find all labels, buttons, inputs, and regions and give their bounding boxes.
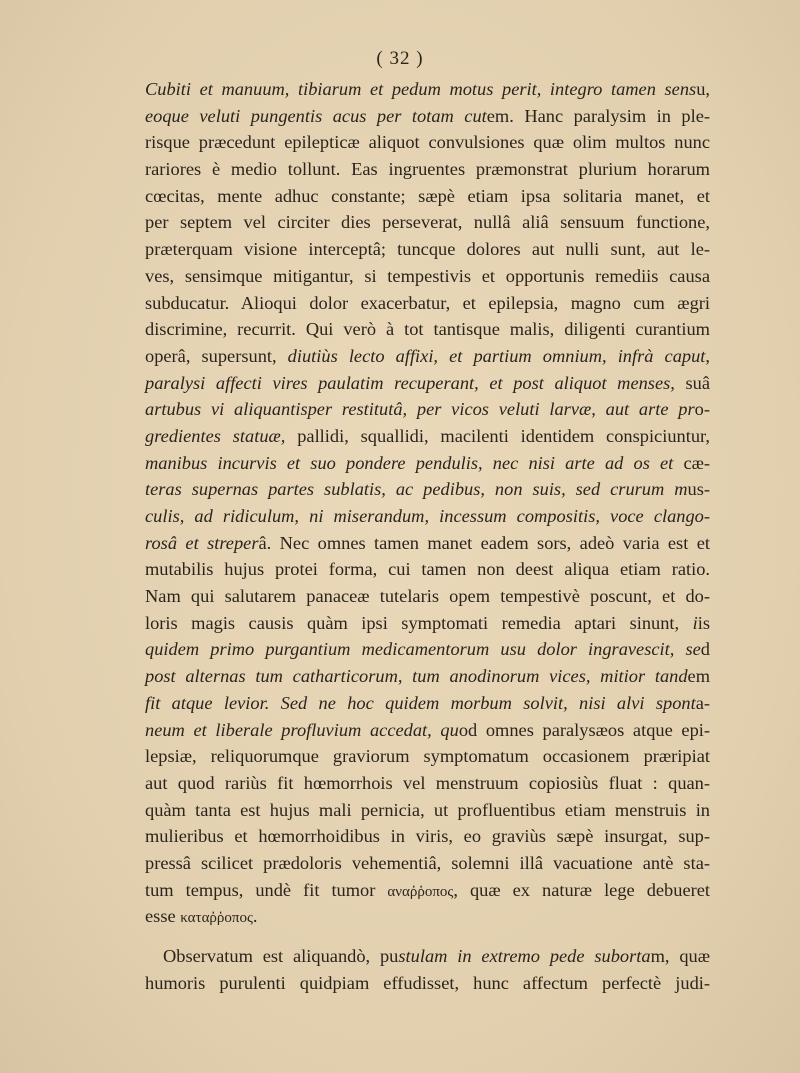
text-line: fit atque levior. Sed ne hoc quidem morbum solvit, nisi alvi sponta- [145,692,710,713]
text-line: quàm tanta est hujus mali pernicia, ut profluentibus etiam menstruis in [145,799,710,820]
text-line: esse καταῤῥοπος. [145,906,258,927]
text-line: Cubiti et manuum, tibiarum et pedum motus perit, integro tamen sensu, [145,79,710,99]
text-line: culis, ad ridiculum, ni miserandum, incessum compositis, voce clango- [145,506,710,526]
text-line: præterquam visione interceptâ; tuncque dolores aut nulli sunt, aut le- [145,239,710,260]
text-line: aut quod rariùs fit hœmorrhois vel menstruum copiosiùs fluat : quan- [145,772,710,793]
text-line: mutabilis hujus protei forma, cui tamen non deest aliqua etiam ratio. [145,559,710,580]
text-line: quidem primo purgantium medicamentorum usu dolor ingravescit, sed [145,639,710,660]
text-line: paralysi affecti vires paulatim recuperant, et post aliquot menses, suâ [145,372,710,393]
text-line: humoris purulenti quidpiam effudisset, hunc affectum perfectè judi- [145,972,710,993]
text-line: teras supernas partes sublatis, ac pedibus, non suis, sed crurum mus- [145,479,710,500]
text-line: cœcitas, mente adhuc constante; sæpè etiam ipsa solitaria manet, et [145,185,710,206]
text-line: neum et liberale profluvium accedat, quod omnes paralysæos atque epi- [145,719,710,740]
text-line: gredientes statuæ, pallidi, squallidi, macilenti identidem conspiciuntur, [145,425,711,446]
page-number: ( 32 ) [376,48,424,69]
text-line: rariores è medio tollunt. Eas ingruentes præmonstrat plurium horarum [145,159,710,180]
text-line: lepsiæ, reliquorumque graviorum symptomatum occasionem præripiat [145,746,710,767]
text-line: post alternas tum catharticorum, tum anodinorum vices, mitior tandem [145,666,710,687]
text-line: manibus incurvis et suo pondere pendulis, nec nisi arte ad os et cæ- [145,452,710,473]
text-line: pressâ scilicet prædoloris vehementiâ, solemni illâ vacuatione antè sta- [145,852,710,873]
text-line: subducatur. Alioqui dolor exacerbatur, et epilepsia, magno cum ægri [145,292,710,313]
text-line: Observatum est aliquandò, pustulam in extremo pede subortam, quæ [163,946,710,966]
text-line: discrimine, recurrit. Qui verò à tot tantisque malis, diligenti curantium [145,319,710,340]
text-line: mulieribus et hœmorrhoidibus in viris, eo graviùs sæpè insurgat, sup- [145,826,710,847]
text-line: per septem vel circiter dies perseverat, nullâ aliâ sensuum functione, [145,212,710,233]
text-line: eoque veluti pungentis acus per totam cutem. Hanc paralysim in ple- [145,105,710,126]
text-line: risque præcedunt epilepticæ aliquot convulsiones quæ olim multos nunc [145,132,710,153]
text-line: loris magis causis quàm ipsi symptomati remedia aptari sinunt, iis [145,612,710,633]
text-line: tum tempus, undè fit tumor αναῤῥοπος, quæ ex naturæ lege debueret [145,879,711,900]
text-line: operâ, supersunt, diutiùs lecto affixi, et partium omnium, infrà caput, [145,345,711,366]
paragraph-gap [145,930,710,943]
text-line: Nam qui salutarem panaceæ tutelaris opem tempestivè poscunt, et do- [145,586,710,607]
text-line: ves, sensimque mitigantur, si tempestivis et opportunis remediis causa [145,265,710,286]
text-line: rosâ et streperâ. Nec omnes tamen manet eadem sors, adeò varia est et [145,532,710,553]
body-text [145,76,710,996]
text-line: artubus vi aliquantisper restitutâ, per vicos veluti larvæ, aut arte pro- [145,399,710,420]
